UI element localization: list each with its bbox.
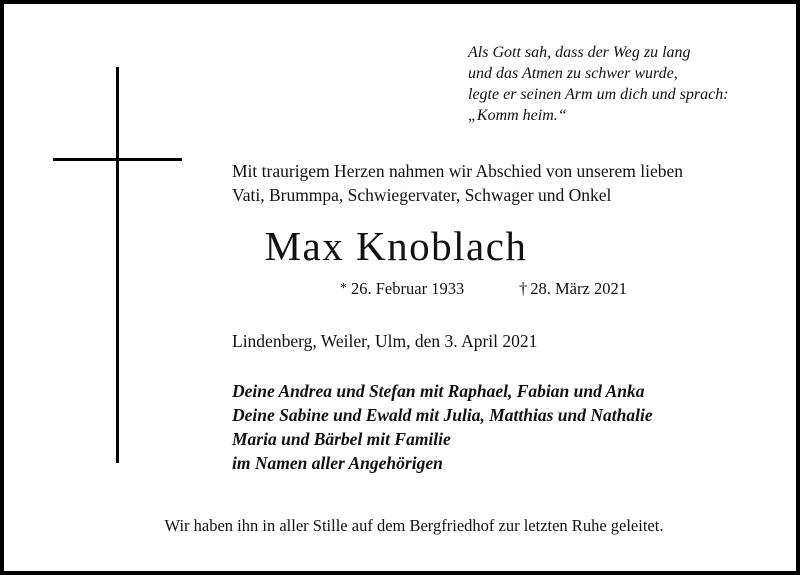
mourners-list	[232, 379, 653, 475]
mourner-line: im Namen aller Angehörigen	[232, 453, 443, 473]
poem	[468, 42, 788, 126]
mourner-line: Deine Andrea und Stefan mit Raphael, Fabian und Anka	[232, 381, 645, 401]
mourner-line: Deine Sabine und Ewald mit Julia, Matthias und Nathalie	[232, 405, 653, 425]
intro-text	[232, 159, 683, 207]
poem-line: „Komm heim.“	[468, 107, 567, 124]
intro-line: Vati, Brummpa, Schwiegervater, Schwager und Onkel	[232, 185, 612, 205]
death-date-line	[519, 278, 627, 300]
closing-note: Wir haben ihn in aller Stille auf dem Bergfriedhof zur letzten Ruhe geleitet.	[164, 516, 664, 535]
cross-horizontal-bar	[53, 158, 182, 161]
poem-line: legte er seinen Arm um dich und sprach:	[468, 86, 729, 103]
death-date: 28. März 2021	[530, 279, 627, 298]
death-dagger-icon: †	[519, 279, 528, 298]
birth-date: 26. Februar 1933	[351, 279, 465, 298]
birth-date-line	[340, 278, 464, 300]
birth-star-icon: *	[340, 281, 347, 296]
deceased-name: Max Knoblach	[264, 223, 528, 269]
mourner-line: Maria und Bärbel mit Familie	[232, 429, 451, 449]
intro-line: Mit traurigem Herzen nahmen wir Abschied von unserem lieben	[232, 161, 683, 181]
poem-line: Als Gott sah, dass der Weg zu lang	[468, 44, 691, 61]
place-and-date: Lindenberg, Weiler, Ulm, den 3. April 2021	[232, 331, 538, 351]
poem-line: und das Atmen zu schwer wurde,	[468, 65, 678, 82]
